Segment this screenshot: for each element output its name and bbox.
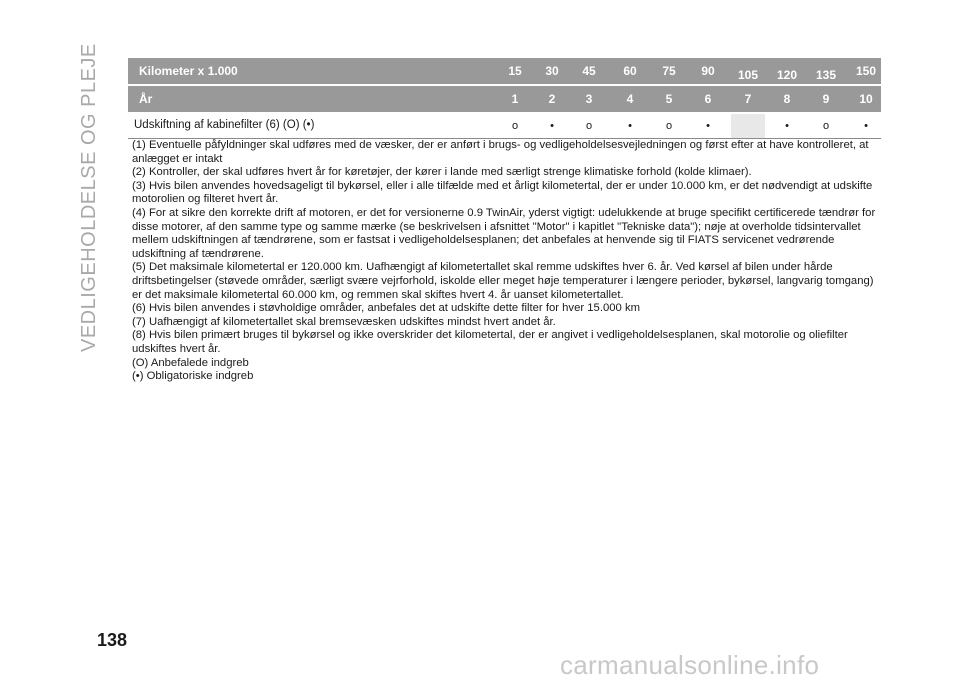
footnote: (4) For at sikre den korrekte drift af motoren, er det for versionerne 0.9 TwinAir, yderst vigtigt: udelukkende at bruge specifikt certificerede tændrør for disse motorer, af den samme type og samme mærke (se beskrivelsen i afsnittet "Motor" i kapitlet "Tekniske data"); nøje at overholde tidsintervallet mellem udskiftningen af tændrørene, som er fastsat i vedligeholdelsesplanen; det anbefales at henvende sig til FIATS servicenet vedrørende udskiftning af tændrørene.: [132, 206, 876, 260]
watermark: carmanualsonline.info: [560, 650, 820, 680]
section-title-vertical: VEDLIGEHOLDELSE OG PLEJE: [78, 43, 100, 352]
km-cell: 150: [855, 64, 877, 78]
year-cell: 4: [626, 92, 634, 106]
km-cell: 15: [508, 64, 522, 78]
footnote: (3) Hvis bilen anvendes hovedsageligt til bykørsel, eller i alle tilfælde med et årligt kilometertal, der er under 10.000 km, er det nødvendigt at udskifte motorolien og filteret hvert år.: [132, 179, 873, 206]
footnote: (1) Eventuelle påfyldninger skal udføres med de væsker, der er anført i brugs- og vedligeholdelsesvejledningen og først efter at have kontrolleret, at anlægget er intakt: [132, 139, 869, 165]
year-cell: 2: [548, 92, 556, 106]
footnote: (7) Uafhængigt af kilometertallet skal bremsevæsken udskiftes mindst hvert andet år.: [132, 315, 556, 328]
km-cell: 60: [623, 64, 637, 78]
footnote: (5) Det maksimale kilometertal er 120.000 km. Uafhængigt af kilometertallet skal remme udskiftes hver 6. år. Ved kørsel af bilen under hårde driftsbetingelser (støvede områder, særligt svære vejrforhold, iskolde eller meget høje temperaturer i længere perioder, bykørsel, langvarig tomgang) er det maksimale kilometertal 60.000 km, og remmen skal skiftes hvert 4. år uanset kilometertallet.: [132, 261, 874, 301]
year-cell: 3: [585, 92, 593, 106]
schedule-cell: •: [785, 120, 789, 132]
header-row-year: [128, 86, 881, 112]
schedule-cell: o: [822, 120, 830, 132]
maintenance-table: [128, 58, 881, 139]
year-cell: 7: [744, 92, 752, 106]
row-label: Udskiftning af kabinefilter (6) (O) (•): [134, 119, 315, 131]
schedule-cell-empty: [731, 114, 765, 138]
year-cell: 10: [859, 92, 873, 106]
header-km-label: Kilometer x 1.000: [139, 64, 238, 78]
year-cell: 5: [665, 92, 673, 106]
km-cell: 135: [815, 68, 837, 82]
km-cell: 105: [737, 68, 759, 82]
page-number: 138: [97, 630, 128, 650]
schedule-cell: •: [550, 120, 554, 132]
header-year-label: År: [139, 92, 153, 106]
schedule-cell: o: [511, 120, 519, 132]
year-cell: 9: [822, 92, 830, 106]
year-cell: 6: [704, 92, 712, 106]
footnote: (6) Hvis bilen anvendes i støvholdige områder, anbefales det at udskifte dette filter for hver 15.000 km: [132, 302, 641, 315]
km-cell: 90: [701, 64, 715, 78]
year-cell: 1: [511, 92, 519, 106]
schedule-cell: •: [706, 120, 710, 132]
schedule-cell: •: [864, 120, 868, 132]
km-cell: 30: [545, 64, 559, 78]
schedule-cell: o: [585, 120, 593, 132]
footnotes: [132, 139, 884, 384]
table-row: [128, 114, 881, 139]
schedule-cell: o: [665, 120, 673, 132]
footnote: (8) Hvis bilen primært bruges til bykørsel og ikke overskrider det kilometertal, der er angivet i vedligeholdelsesplanen, skal motorolie og oliefilter udskiftes hvert år.: [132, 329, 848, 355]
km-cell: 120: [776, 68, 798, 82]
header-row-km: [128, 58, 881, 84]
km-cell: 75: [662, 64, 676, 78]
km-cell: 45: [582, 64, 596, 78]
footnote: (2) Kontroller, der skal udføres hvert år for køretøjer, der kører i lande med særligt strenge klimatiske forhold (kolde klimaer).: [132, 166, 752, 179]
year-cell: 8: [783, 92, 791, 106]
legend-mandatory: (•) Obligatoriske indgreb: [132, 370, 254, 383]
schedule-cell: •: [628, 120, 632, 132]
legend-recommended: (O) Anbefalede indgreb: [132, 356, 249, 369]
